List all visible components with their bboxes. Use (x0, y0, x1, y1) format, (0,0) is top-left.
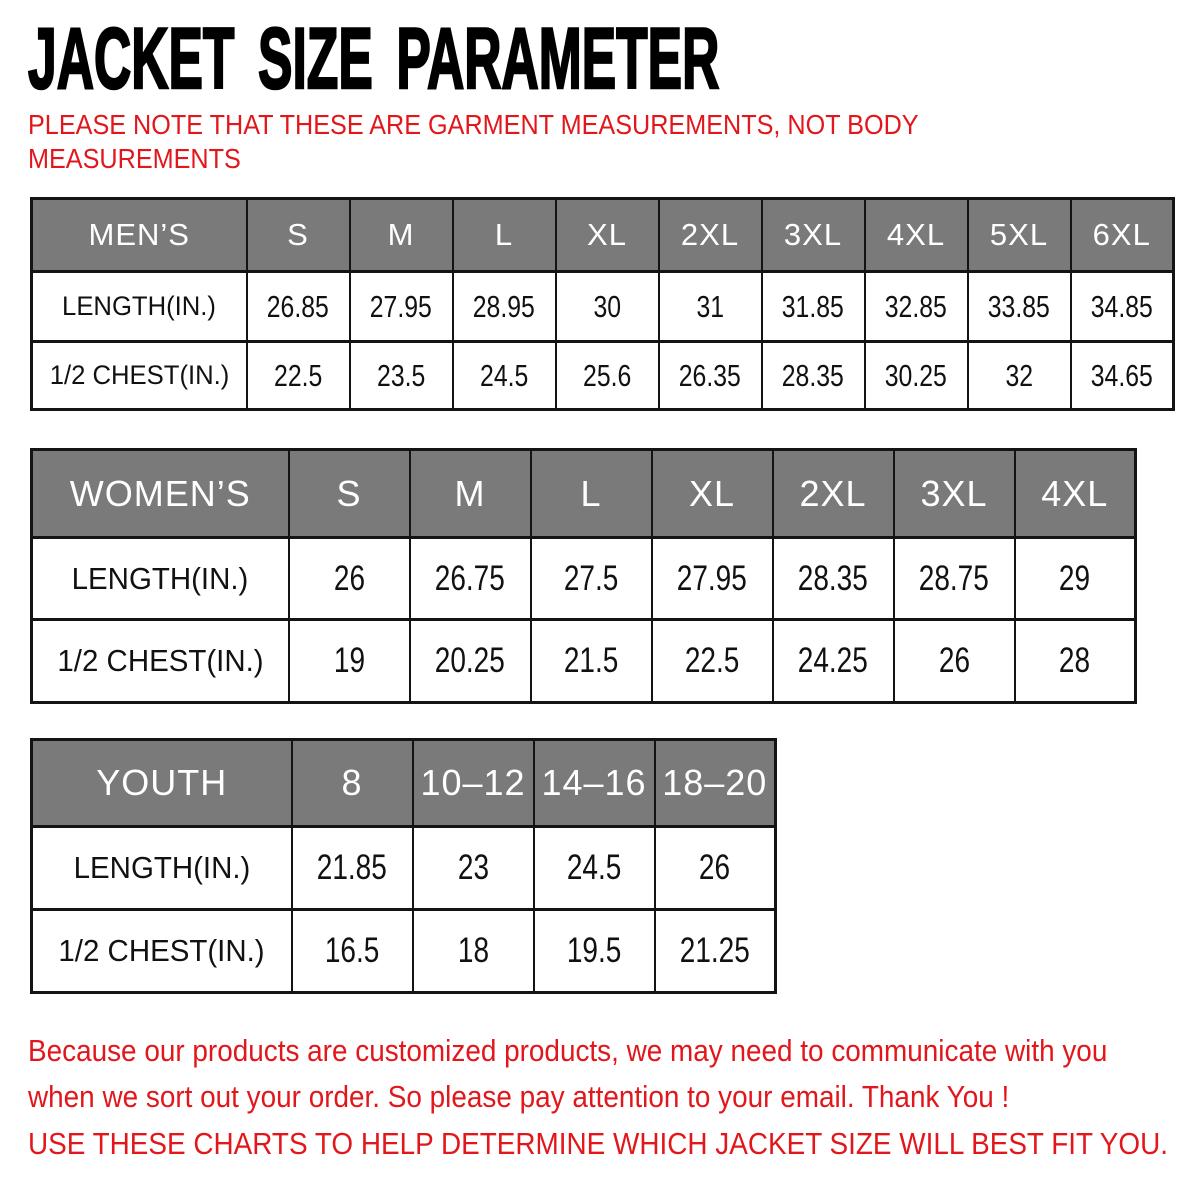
measure-value-text: 24.5 (566, 848, 622, 887)
measure-value-cell (659, 272, 762, 342)
size-table-youth (30, 738, 777, 994)
measure-value-cell (247, 272, 350, 342)
measure-value-cell (289, 620, 410, 703)
measurement-note (28, 108, 1018, 176)
measure-value-text: 22.5 (273, 357, 323, 393)
size-header-cell: S (247, 199, 350, 272)
size-header-cell: M (350, 199, 453, 272)
measure-value-cell (865, 342, 968, 410)
measure-value-text: 23.5 (376, 357, 426, 393)
measure-value-cell (652, 538, 773, 620)
measure-value-text: 21.25 (679, 931, 750, 970)
measure-value-cell (247, 342, 350, 410)
measure-value-text: 26.85 (266, 288, 330, 324)
measure-value-text: 34.65 (1090, 357, 1153, 393)
size-table-womens (30, 448, 1137, 704)
measure-value-text: 21.5 (563, 641, 619, 680)
measure-value-cell (350, 272, 453, 342)
size-header-cell: XL (556, 199, 659, 272)
measure-value-cell (1015, 620, 1136, 703)
measure-value-text: 19 (333, 641, 365, 680)
measure-label-text: 1/2 CHEST(IN.) (58, 933, 265, 968)
measure-label-text: LENGTH(IN.) (73, 850, 251, 885)
measure-value-text: 30 (593, 288, 621, 324)
measure-value-text: 28.95 (472, 288, 536, 324)
measure-value-cell (655, 910, 776, 993)
size-header-cell: 10–12 (413, 740, 534, 827)
measure-value-cell (292, 827, 413, 910)
measure-value-text: 26.35 (678, 357, 742, 393)
size-header-cell: 6XL (1071, 199, 1174, 272)
measure-label-cell (32, 620, 289, 703)
chart-usage-note (28, 1124, 1200, 1164)
measure-label-text: LENGTH(IN.) (62, 291, 217, 321)
size-header-cell: L (531, 450, 652, 538)
measure-value-text: 33.85 (987, 288, 1051, 324)
measure-value-cell (292, 910, 413, 993)
measure-value-cell (894, 620, 1015, 703)
measurement-note-line: PLEASE NOTE THAT THESE ARE GARMENT MEASUREMENTS, NOT BODY (28, 109, 919, 140)
measure-label-cell (32, 272, 247, 342)
measure-label-text: 1/2 CHEST(IN.) (57, 643, 264, 678)
measure-value-text: 32.85 (884, 288, 948, 324)
customization-notice-line: when we sort out your order. So please pay attention to your email. Thank You ! (28, 1079, 1010, 1114)
measure-value-text: 24.25 (797, 641, 869, 680)
measure-value-cell (531, 620, 652, 703)
size-header-cell: 2XL (659, 199, 762, 272)
size-header-cell: 14–16 (534, 740, 655, 827)
measure-value-text: 34.85 (1090, 288, 1153, 324)
measure-value-text: 19.5 (566, 931, 622, 970)
measure-label-cell (32, 827, 292, 910)
size-header-cell: 3XL (762, 199, 865, 272)
measure-value-cell (1071, 342, 1174, 410)
chart-usage-note-line: USE THESE CHARTS TO HELP DETERMINE WHICH JACKET SIZE WILL BEST FIT YOU. (28, 1126, 1169, 1161)
measure-value-cell (410, 538, 531, 620)
measure-value-cell (556, 342, 659, 410)
size-header-cell: M (410, 450, 531, 538)
measure-value-cell (534, 910, 655, 993)
size-header-cell: 5XL (968, 199, 1071, 272)
measure-value-text: 16.5 (324, 931, 380, 970)
measure-label-cell (32, 342, 247, 410)
measure-value-text: 28.75 (918, 558, 990, 598)
measure-value-cell (531, 538, 652, 620)
measure-value-cell (453, 342, 556, 410)
size-header-cell: S (289, 450, 410, 538)
size-header-cell: 4XL (865, 199, 968, 272)
measure-value-text: 28.35 (797, 558, 869, 598)
measure-value-text: 23 (457, 848, 489, 887)
customization-notice-line: Because our products are customized products, we may need to communicate with you (28, 1033, 1108, 1068)
size-table-mens (30, 197, 1175, 411)
measure-value-cell (413, 910, 534, 993)
measure-value-cell (773, 620, 894, 703)
size-header-cell: L (453, 199, 556, 272)
measure-value-text: 29 (1059, 558, 1091, 598)
table-title-cell: WOMEN’S (32, 450, 289, 538)
measure-value-cell (968, 272, 1071, 342)
measure-value-text: 27.95 (369, 288, 433, 324)
measure-value-cell (655, 827, 776, 910)
size-header-cell: 3XL (894, 450, 1015, 538)
measure-label-text: 1/2 CHEST(IN.) (49, 360, 230, 390)
measure-value-text: 28.35 (781, 357, 845, 393)
measure-value-text: 26 (333, 558, 365, 598)
measure-value-text: 32 (1005, 357, 1033, 393)
measure-value-text: 27.5 (563, 558, 619, 598)
size-header-cell: XL (652, 450, 773, 538)
size-header-cell: 8 (292, 740, 413, 827)
measure-label-cell (32, 910, 292, 993)
measurement-note-line: MEASUREMENTS (28, 143, 241, 174)
page-title (28, 11, 1180, 107)
measure-value-text: 25.6 (582, 357, 632, 393)
size-header-cell: 4XL (1015, 450, 1136, 538)
measure-value-text: 31.85 (781, 288, 845, 324)
size-header-cell: 2XL (773, 450, 894, 538)
customization-notice (28, 1028, 1200, 1120)
measure-value-cell (894, 538, 1015, 620)
measure-value-text: 26 (938, 641, 970, 680)
measure-value-text: 18 (457, 931, 489, 970)
measure-value-text: 27.95 (676, 558, 748, 598)
measure-value-cell (556, 272, 659, 342)
measure-value-cell (413, 827, 534, 910)
measure-value-cell (289, 538, 410, 620)
measure-value-cell (410, 620, 531, 703)
measure-value-cell (1071, 272, 1174, 342)
measure-value-cell (534, 827, 655, 910)
measure-value-cell (350, 342, 453, 410)
measure-value-text: 21.85 (316, 848, 388, 887)
measure-value-text: 24.5 (479, 357, 529, 393)
measure-value-text: 20.25 (434, 641, 506, 680)
measure-value-text: 26.75 (434, 558, 506, 598)
page-title-text: JACKET SIZE PARAMETER (28, 11, 720, 107)
measure-value-cell (762, 272, 865, 342)
measure-value-text: 22.5 (684, 641, 740, 680)
measure-value-cell (773, 538, 894, 620)
measure-value-text: 28 (1059, 641, 1091, 680)
measure-value-cell (1015, 538, 1136, 620)
measure-label-text: LENGTH(IN.) (71, 560, 249, 596)
measure-value-text: 26 (699, 848, 731, 887)
measure-value-cell (968, 342, 1071, 410)
measure-value-cell (865, 272, 968, 342)
table-title-cell: YOUTH (32, 740, 292, 827)
measure-value-cell (659, 342, 762, 410)
table-title-cell: MEN’S (32, 199, 247, 272)
measure-value-cell (453, 272, 556, 342)
measure-value-text: 31 (696, 288, 724, 324)
measure-value-cell (652, 620, 773, 703)
measure-label-cell (32, 538, 289, 620)
size-header-cell: 18–20 (655, 740, 776, 827)
measure-value-text: 30.25 (884, 357, 948, 393)
measure-value-cell (762, 342, 865, 410)
